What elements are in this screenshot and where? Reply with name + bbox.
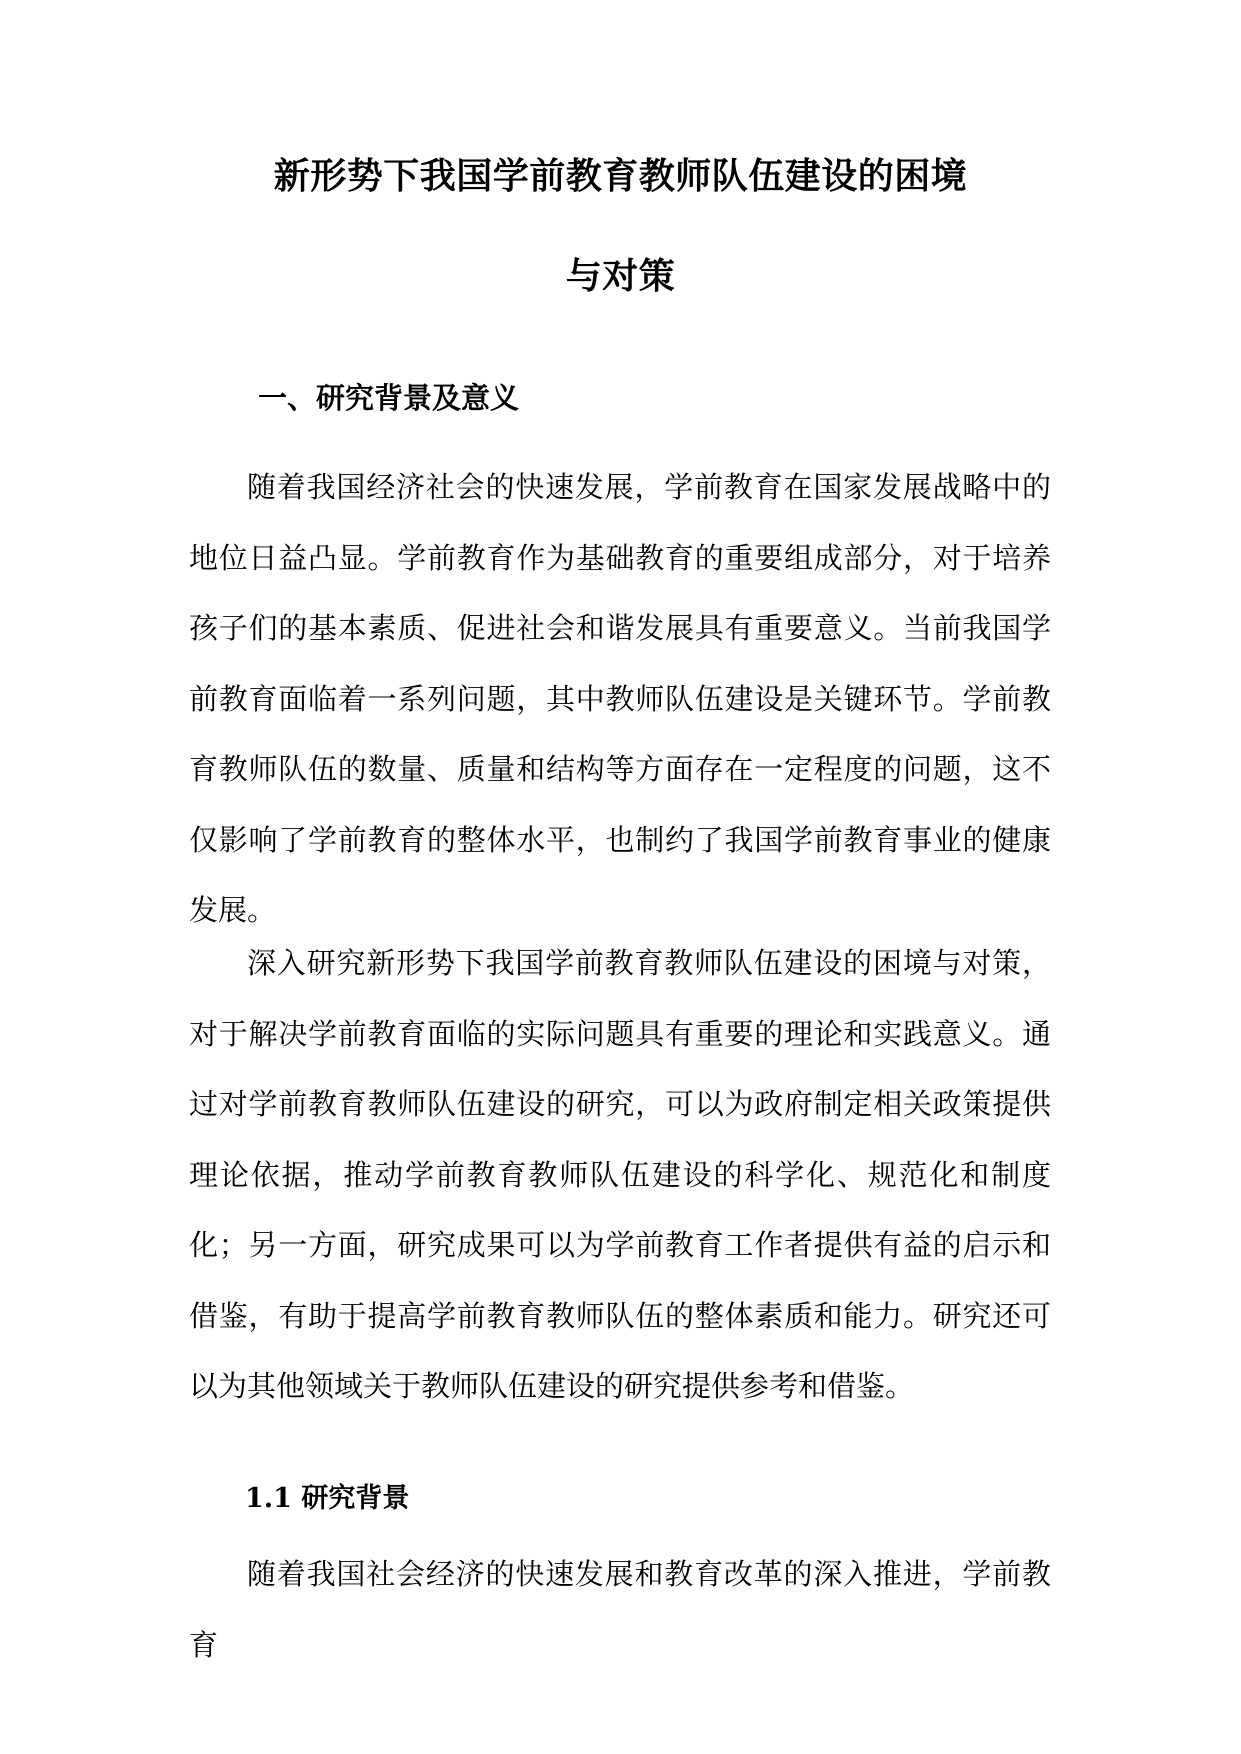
section-heading-research-background-significance: 一、研究背景及意义: [258, 381, 520, 415]
document-title-line-2: 与对策: [565, 255, 676, 297]
document-title-line-1: 新形势下我国学前教育教师队伍建设的困境: [273, 155, 968, 197]
body-paragraph: 深入研究新形势下我国学前教育教师队伍建设的困境与对策，对于解决学前教育面临的实际问题具有重要的理论和实践意义。通过对学前教育教师队伍建设的研究，可以为政府制定相关政策提供理论依据，推动学前教育教师队伍建设的科学化、规范化和制度化；另一方面，研究成果可以为学前教育工作者提供有益的启示和借鉴，有助于提高学前教育教师队伍的整体素质和能力。研究还可以为其他领域关于教师队伍建设的研究提供参考和借鉴。: [189, 946, 1051, 1403]
subsection-heading-research-background: 1.1 研究背景: [245, 1483, 410, 1514]
body-paragraph: 随着我国社会经济的快速发展和教育改革的深入推进，学前教育: [189, 1557, 1051, 1662]
body-paragraph: 随着我国经济社会的快速发展，学前教育在国家发展战略中的地位日益凸显。学前教育作为基础教育的重要组成部分，对于培养孩子们的基本素质、促进社会和谐发展具有重要意义。当前我国学前教育面临着一系列问题，其中教师队伍建设是关键环节。学前教育教师队伍的数量、质量和结构等方面存在一定程度的问题，这不仅影响了学前教育的整体水平，也制约了我国学前教育事业的健康发展。: [189, 470, 1051, 927]
